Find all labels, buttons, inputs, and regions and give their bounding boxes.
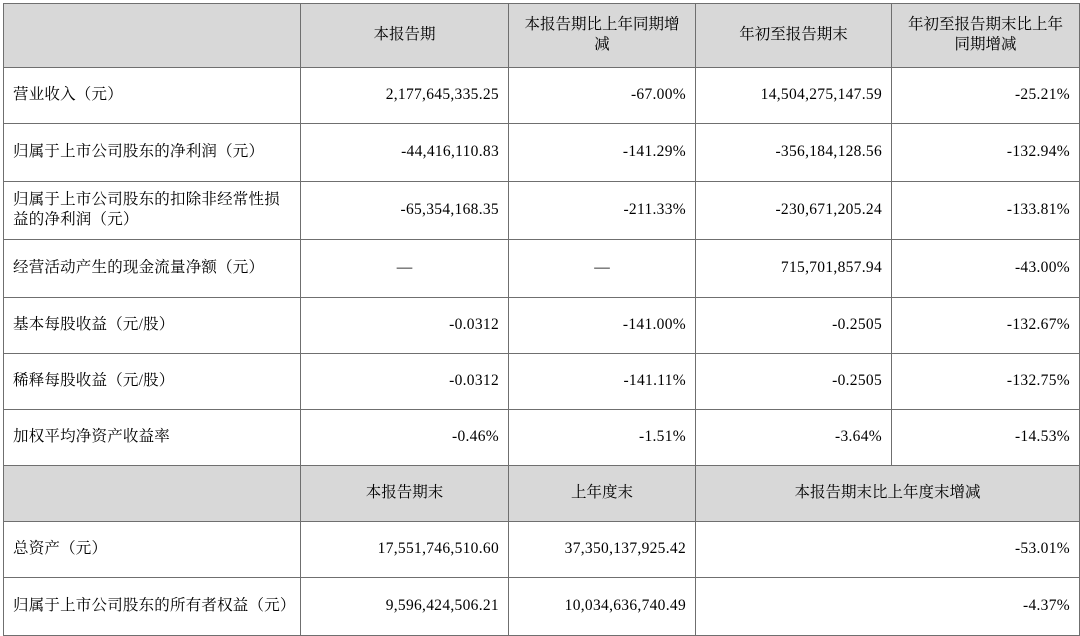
row-label: 归属于上市公司股东的扣除非经常性损益的净利润（元） [4, 182, 301, 240]
row-value-current-period-yoy: -1.51% [509, 410, 696, 466]
row-value-ytd: -0.2505 [696, 298, 892, 354]
header-cell-period-end-change: 本报告期末比上年度末增减 [696, 466, 1080, 522]
header-cell-empty [4, 4, 301, 68]
row-value-current-period: -65,354,168.35 [301, 182, 509, 240]
table-header-row-balance [4, 466, 1080, 522]
row-value-current-period-yoy: -141.29% [509, 124, 696, 182]
header-cell-empty-2 [4, 466, 301, 522]
row-label: 归属于上市公司股东的净利润（元） [4, 124, 301, 182]
table-row [4, 578, 1080, 636]
row-value-prior-year-end: 10,034,636,740.49 [509, 578, 696, 636]
financial-summary-sheet [0, 3, 1080, 614]
row-value-period-end: 17,551,746,510.60 [301, 522, 509, 578]
header-cell-current-period-yoy: 本报告期比上年同期增减 [509, 4, 696, 68]
table-row [4, 354, 1080, 410]
header-cell-current-period: 本报告期 [301, 4, 509, 68]
row-value-current-period: 2,177,645,335.25 [301, 68, 509, 124]
row-value-current-period-yoy: -141.11% [509, 354, 696, 410]
table-row [4, 298, 1080, 354]
row-value-current-period-yoy: — [509, 240, 696, 298]
row-label: 稀释每股收益（元/股） [4, 354, 301, 410]
row-value-ytd-yoy: -25.21% [892, 68, 1080, 124]
table-row [4, 240, 1080, 298]
header-cell-ytd-yoy: 年初至报告期末比上年同期增减 [892, 4, 1080, 68]
table-header-row-period [4, 4, 1080, 68]
row-value-ytd: -3.64% [696, 410, 892, 466]
row-label: 归属于上市公司股东的所有者权益（元） [4, 578, 301, 636]
row-value-ytd: -230,671,205.24 [696, 182, 892, 240]
row-value-ytd: 715,701,857.94 [696, 240, 892, 298]
row-value-ytd-yoy: -132.67% [892, 298, 1080, 354]
row-value-current-period: -0.0312 [301, 354, 509, 410]
row-value-current-period-yoy: -211.33% [509, 182, 696, 240]
row-value-prior-year-end: 37,350,137,925.42 [509, 522, 696, 578]
table-row [4, 68, 1080, 124]
row-label: 加权平均净资产收益率 [4, 410, 301, 466]
row-value-current-period: -0.46% [301, 410, 509, 466]
row-value-period-end-change: -4.37% [696, 578, 1080, 636]
row-value-ytd-yoy: -132.75% [892, 354, 1080, 410]
row-value-ytd: -0.2505 [696, 354, 892, 410]
header-cell-prior-year-end: 上年度末 [509, 466, 696, 522]
row-value-ytd-yoy: -43.00% [892, 240, 1080, 298]
row-value-current-period-yoy: -141.00% [509, 298, 696, 354]
row-value-current-period: -0.0312 [301, 298, 509, 354]
table-row [4, 522, 1080, 578]
row-value-current-period: -44,416,110.83 [301, 124, 509, 182]
table-row [4, 410, 1080, 466]
row-label: 营业收入（元） [4, 68, 301, 124]
row-value-period-end-change: -53.01% [696, 522, 1080, 578]
row-value-ytd-yoy: -132.94% [892, 124, 1080, 182]
row-label: 总资产（元） [4, 522, 301, 578]
row-value-ytd: -356,184,128.56 [696, 124, 892, 182]
header-cell-period-end: 本报告期末 [301, 466, 509, 522]
header-cell-ytd: 年初至报告期末 [696, 4, 892, 68]
row-label: 基本每股收益（元/股） [4, 298, 301, 354]
table-row [4, 124, 1080, 182]
row-value-current-period-yoy: -67.00% [509, 68, 696, 124]
row-value-period-end: 9,596,424,506.21 [301, 578, 509, 636]
row-value-ytd: 14,504,275,147.59 [696, 68, 892, 124]
row-value-current-period: — [301, 240, 509, 298]
financial-summary-table [3, 3, 1080, 636]
row-label: 经营活动产生的现金流量净额（元） [4, 240, 301, 298]
row-value-ytd-yoy: -133.81% [892, 182, 1080, 240]
row-value-ytd-yoy: -14.53% [892, 410, 1080, 466]
table-row [4, 182, 1080, 240]
